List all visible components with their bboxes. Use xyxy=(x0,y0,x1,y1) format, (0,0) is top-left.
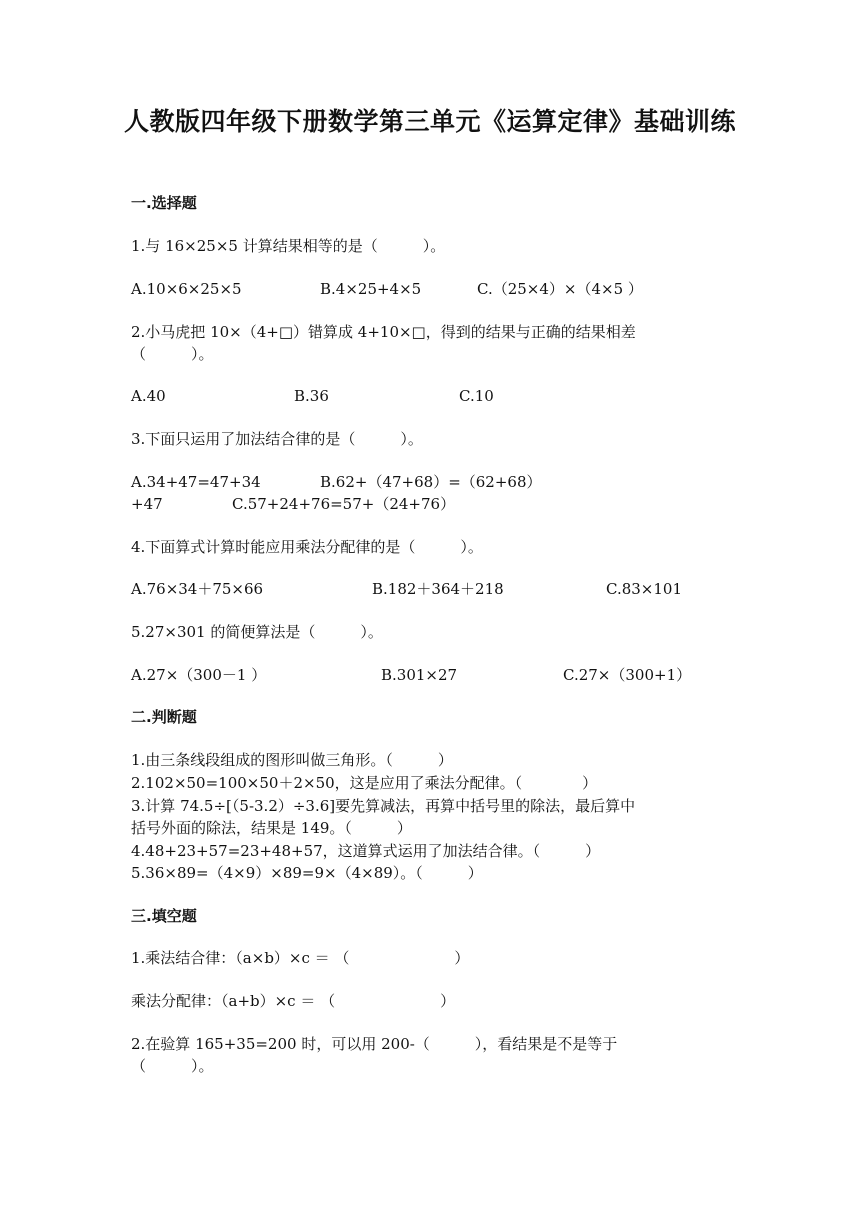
question-stem: 2.小马虎把 10×（4+□）错算成 4+10×□，得到的结果与正确的结果相差 xyxy=(131,323,636,341)
question-stem: 4.下面算式计算时能应用乘法分配律的是（ ）。 xyxy=(131,538,483,556)
judge-item: 1.由三条线段组成的图形叫做三角形。（ ） xyxy=(131,751,453,769)
option-b: B.182＋364＋218 xyxy=(372,580,504,598)
question-stem: 1.与 16×25×5 计算结果相等的是（ ）。 xyxy=(131,237,446,255)
option-c: C.10 xyxy=(459,387,494,405)
option-a: A.10×6×25×5 xyxy=(131,280,242,298)
option-b: B.4×25+4×5 xyxy=(320,280,422,298)
judge-item: 3.计算 74.5÷[（5-3.2）÷3.6]要先算减法，再算中括号里的除法，最后算中 xyxy=(131,797,636,815)
question-stem-continued: （ ）。 xyxy=(131,345,214,363)
fill-item: 乘法分配律：（a+b）×c ＝ （ ） xyxy=(131,992,456,1010)
option-b: B.301×27 xyxy=(381,666,458,684)
question-stem: 3.下面只运用了加法结合律的是（ ）。 xyxy=(131,430,423,448)
section-heading-choice: 一.选择题 xyxy=(131,194,197,212)
option-c: C.（25×4）×（4×5 ） xyxy=(477,280,643,298)
judge-item-continued: 括号外面的除法，结果是 149。（ ） xyxy=(131,819,412,837)
option-a: A.34+47=47+34 xyxy=(131,473,261,491)
section-heading-judge: 二.判断题 xyxy=(131,708,197,726)
option-a: A.76×34＋75×66 xyxy=(131,580,264,598)
option-c: C.83×101 xyxy=(606,580,682,598)
option-a: A.40 xyxy=(131,387,166,405)
option-b-continued: +47 xyxy=(131,495,163,513)
judge-item: 2.102×50=100×50＋2×50，这是应用了乘法分配律。（ ） xyxy=(131,774,598,792)
judge-item: 4.48+23+57=23+48+57，这道算式运用了加法结合律。（ ） xyxy=(131,842,601,860)
fill-item-continued: （ ）。 xyxy=(131,1057,214,1075)
judge-item: 5.36×89=（4×9）×89=9×（4×89）。（ ） xyxy=(131,864,483,882)
option-c: C.57+24+76=57+（24+76） xyxy=(232,495,456,513)
section-heading-fill: 三.填空题 xyxy=(131,907,197,925)
option-c: C.27×（300+1） xyxy=(563,666,692,684)
question-stem: 5.27×301 的简便算法是（ ）。 xyxy=(131,623,383,641)
option-b: B.62+（47+68）=（62+68） xyxy=(320,473,542,491)
option-a: A.27×（300－1 ） xyxy=(131,666,267,684)
fill-item: 2.在验算 165+35=200 时，可以用 200-（ ），看结果是不是等于 xyxy=(131,1035,618,1053)
fill-item: 1.乘法结合律：（a×b）×c ＝ （ ） xyxy=(131,949,470,967)
page-title: 人教版四年级下册数学第三单元《运算定律》基础训练 xyxy=(123,107,736,136)
option-b: B.36 xyxy=(294,387,329,405)
